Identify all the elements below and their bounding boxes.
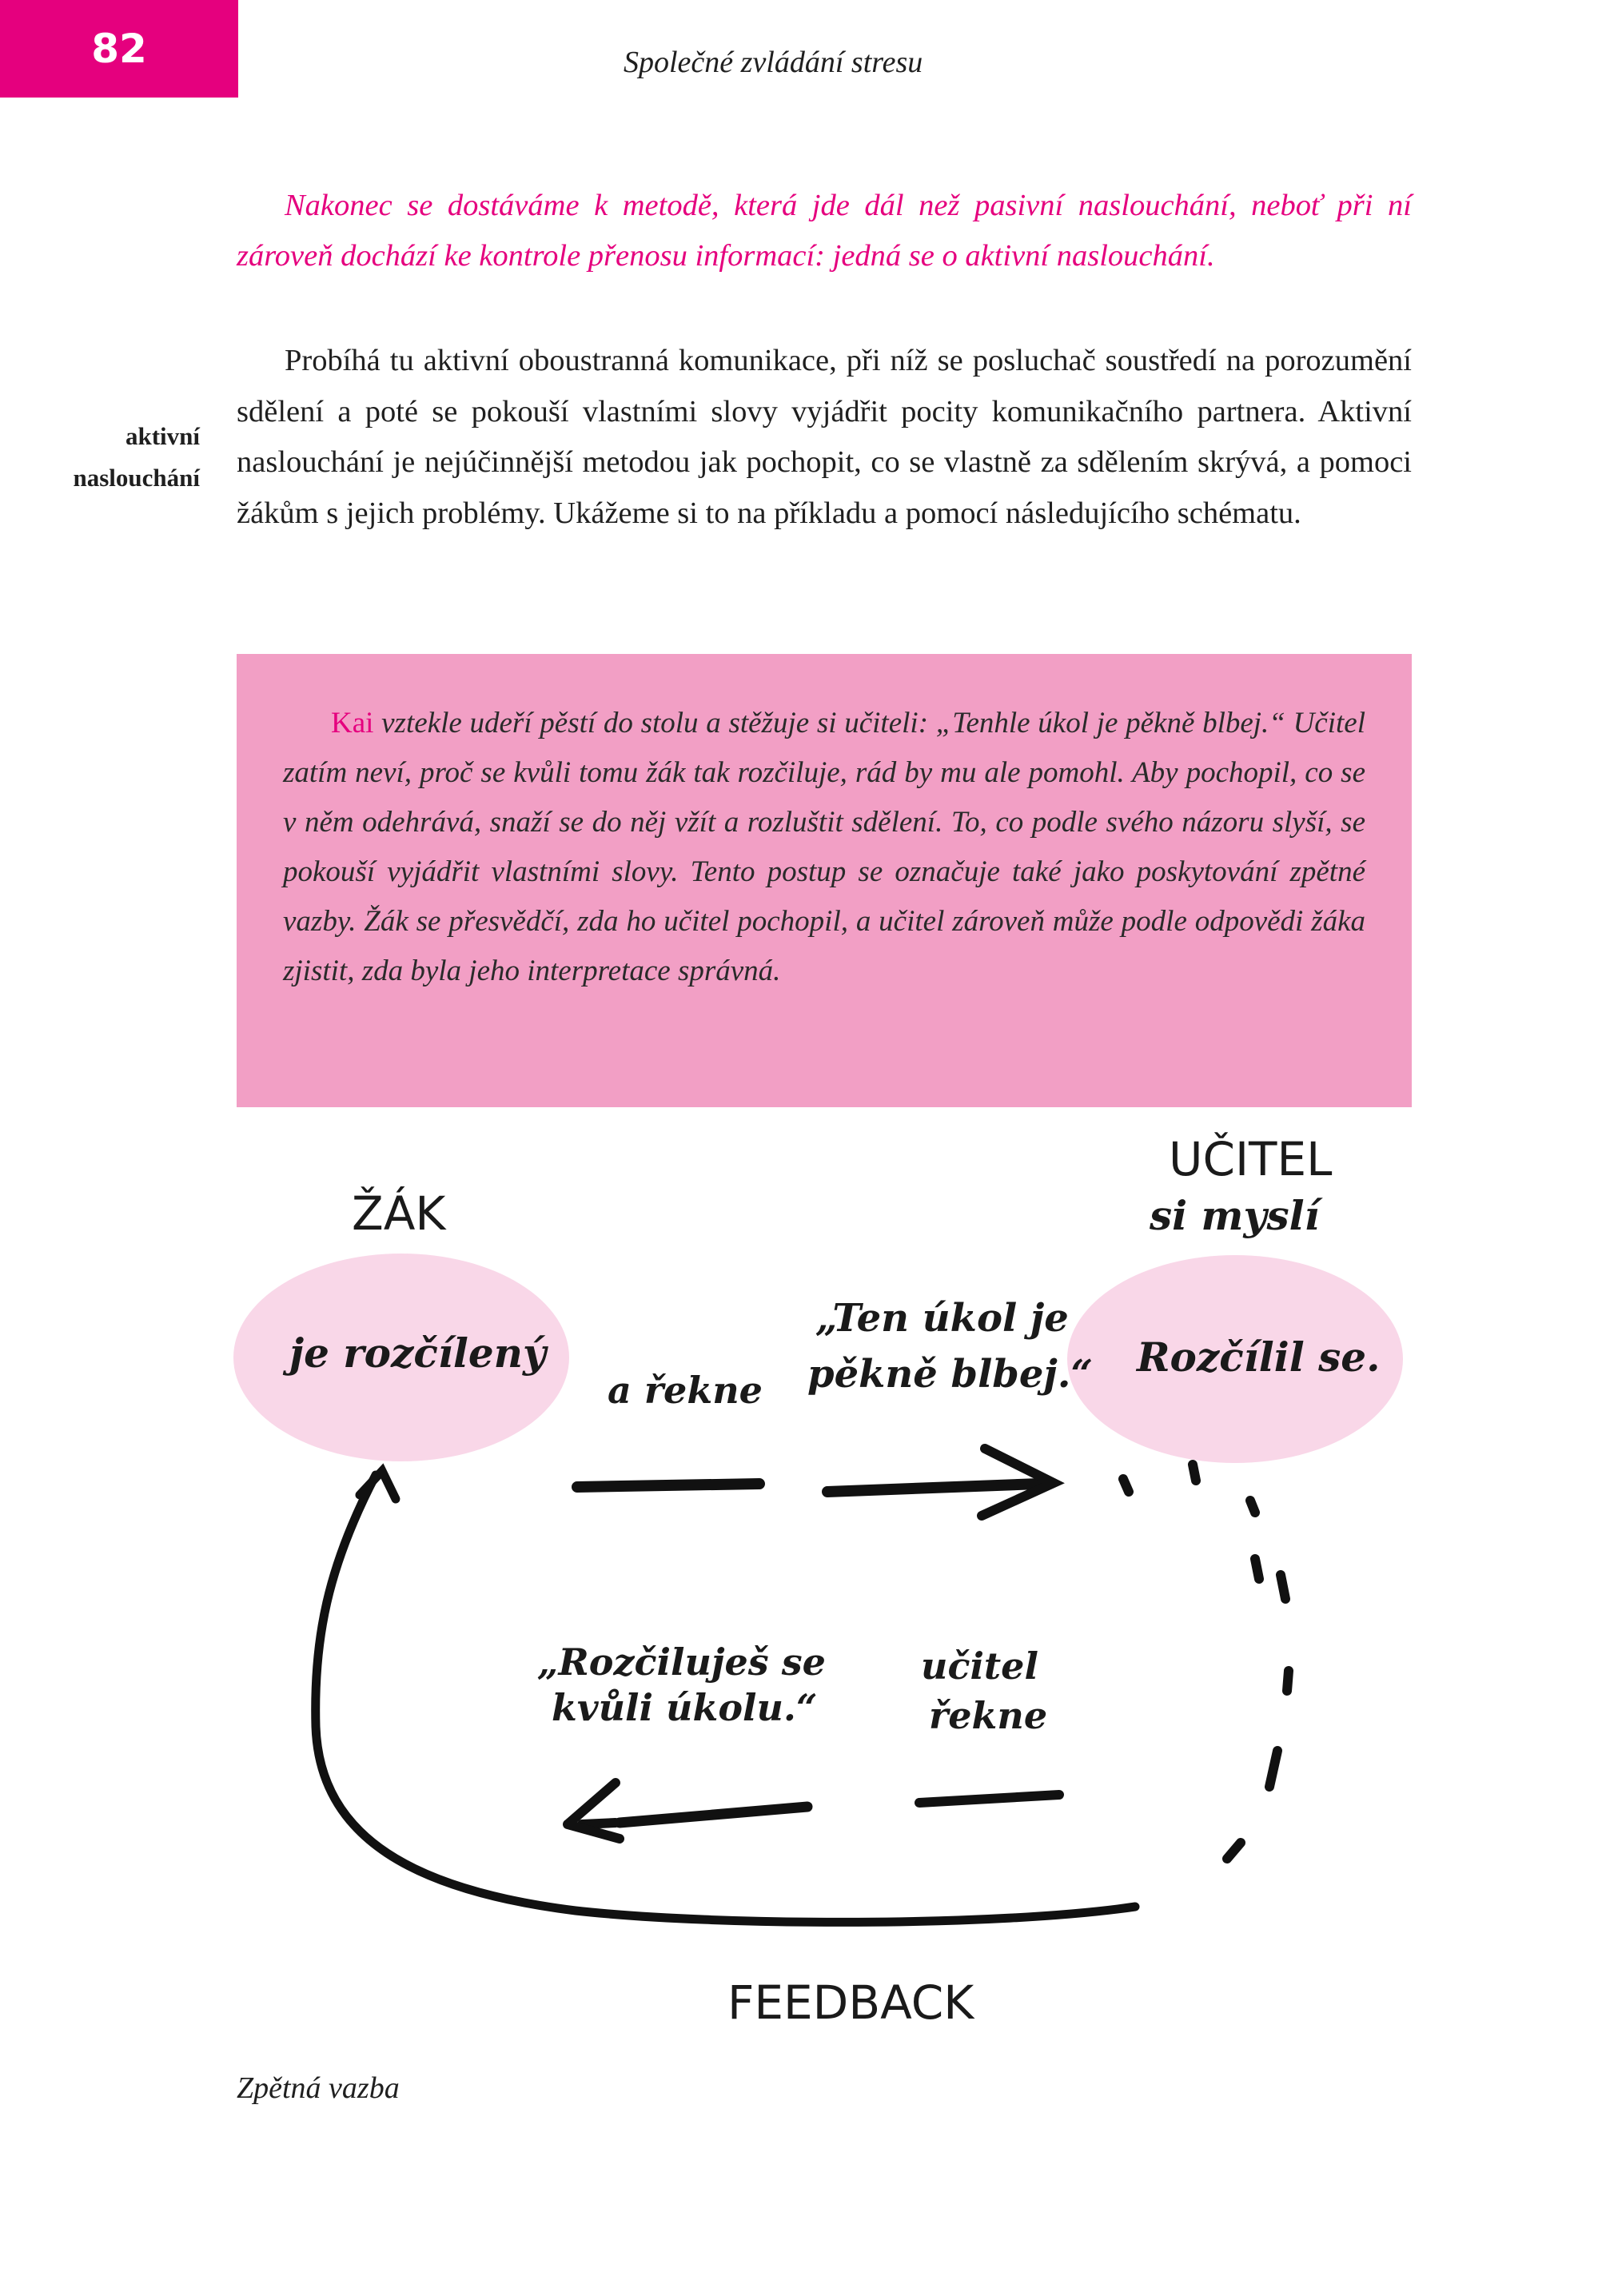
example-paragraph	[283, 699, 1365, 996]
margin-note-line1: aktivní	[125, 422, 200, 450]
teacher-sublabel: si myslí	[1150, 1192, 1320, 1239]
teacher-label: UČITEL	[1169, 1132, 1333, 1186]
quote-student-line1: „Ten úkol je	[815, 1296, 1069, 1341]
example-box	[237, 654, 1412, 1107]
student-label: ŽÁK	[352, 1186, 446, 1241]
body-paragraph: Probíhá tu aktivní oboustranná komunikace, při níž se posluchač soustředí na porozumění sdělení a poté se pokouší vlastními slovy vyjádřit pocity komunikačního partnera. Aktivní naslouchání je nejúčinnější metodou jak pochopit, co se vlastně za sdělením skrývá, a pomoci žákům s jejich problémy. Ukážeme si to na příkladu a pomocí následujícího schématu.	[237, 344, 1412, 530]
margin-note	[32, 416, 200, 499]
quote-student-line2: pěkně blbej.“	[807, 1352, 1094, 1397]
margin-note-line2: naslouchání	[73, 464, 200, 492]
feedback-label: FEEDBACK	[727, 1975, 974, 2030]
teacher-says-line2: řekne	[929, 1694, 1048, 1737]
quote-teacher-line2: kvůli úkolu.“	[552, 1686, 818, 1729]
feedback-diagram	[0, 1119, 1606, 2079]
running-head: Společné zvládání stresu	[624, 46, 923, 79]
student-state: je rozčílený	[289, 1329, 547, 1377]
teacher-to-student-arrow	[568, 1783, 1059, 1839]
page-number: 82	[0, 0, 238, 98]
says-label: a řekne	[608, 1369, 763, 1412]
teacher-says-line1: učitel	[921, 1644, 1038, 1688]
example-text: vztekle udeří pěstí do stolu a stěžuje si učiteli: „Tenhle úkol je pěkně blbej.“ Učitel zatím neví, proč se kvůli tomu žák tak rozčiluje, rád by mu ale pomohl. Aby pochopil, co se v něm odehrává, snaží se do něj vžít a rozluštit sdělení. To, co podle svého názoru slyší, se pokouší vyjádřit vlastními slovy. Tento postup se označuje také jako poskytování zpětné vazby. Žák se přesvědčí, zda ho učitel pochopil, a učitel zároveň může podle odpovědi žáka zjistit, zda byla jeho interpretace správná.	[283, 707, 1365, 987]
teacher-thought: Rozčílil se.	[1137, 1333, 1381, 1381]
teacher-return-dots	[1123, 1465, 1289, 1859]
example-name: Kai	[331, 707, 374, 739]
intro-paragraph: Nakonec se dostáváme k metodě, která jde dál než pasivní naslouchání, neboť při ní zároveň dochází ke kontrole přenosu informací: jedná se o aktivní naslouchání.	[237, 189, 1412, 273]
quote-teacher-line1: „Rozčiluješ se	[537, 1640, 826, 1684]
student-to-teacher-arrow	[577, 1449, 1054, 1516]
figure-caption: Zpětná vazba	[237, 2071, 400, 2105]
